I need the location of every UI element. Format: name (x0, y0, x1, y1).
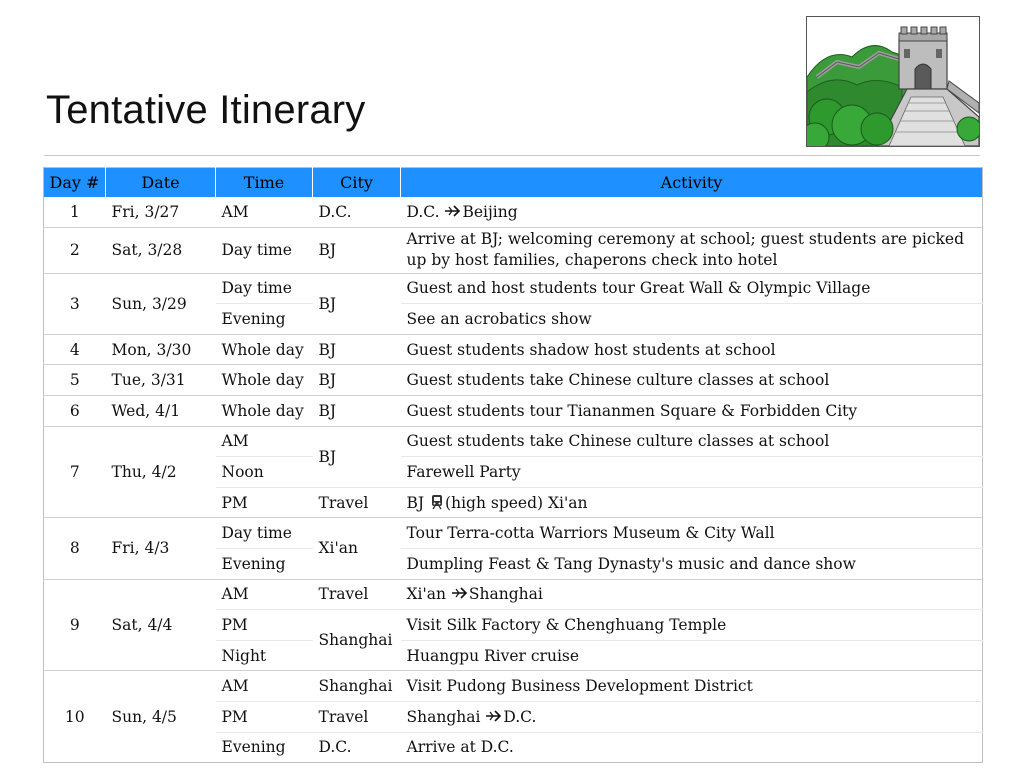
plane-icon (444, 204, 462, 218)
city-cell: BJ (313, 334, 401, 365)
activity-cell: See an acrobatics show (401, 304, 983, 335)
time-cell: Day time (216, 273, 313, 304)
city-cell: D.C. (313, 197, 401, 227)
activity-from: Xi'an (406, 585, 446, 604)
city-cell: BJ (313, 227, 401, 273)
time-cell: Evening (216, 304, 313, 335)
city-cell: Travel (313, 701, 401, 732)
day-number: 4 (44, 334, 106, 365)
activity-cell: Arrive at D.C. (401, 732, 983, 763)
activity-from: BJ (406, 494, 425, 513)
activity-cell: Huangpu River cruise (401, 640, 983, 671)
activity-cell: Guest students take Chinese culture classes at school (401, 365, 983, 396)
time-cell: Day time (216, 227, 313, 273)
activity-cell: Guest and host students tour Great Wall & Olympic Village (401, 273, 983, 304)
date-cell: Fri, 4/3 (106, 518, 216, 579)
table-row (44, 579, 983, 610)
activity-cell: Visit Pudong Business Development District (401, 671, 983, 702)
day-number: 1 (44, 197, 106, 227)
time-cell: PM (216, 701, 313, 732)
great-wall-illustration (806, 16, 980, 147)
date-cell: Sun, 4/5 (106, 671, 216, 763)
title-divider (44, 155, 980, 156)
day-number: 6 (44, 395, 106, 426)
table-row (44, 395, 983, 426)
table-row (44, 197, 983, 227)
city-cell: BJ (313, 426, 401, 487)
table-row (44, 671, 983, 702)
time-cell: Evening (216, 548, 313, 579)
day-number: 7 (44, 426, 106, 518)
activity-to: Beijing (462, 202, 518, 221)
time-cell: Whole day (216, 365, 313, 396)
city-cell: Shanghai (313, 671, 401, 702)
date-cell: Sun, 3/29 (106, 273, 216, 334)
day-number: 10 (44, 671, 106, 763)
activity-cell: Dumpling Feast & Tang Dynasty's music and dance show (401, 548, 983, 579)
date-cell: Fri, 3/27 (106, 197, 216, 227)
activity-cell: Guest students take Chinese culture classes at school (401, 426, 983, 457)
time-cell: Noon (216, 457, 313, 488)
time-cell: AM (216, 426, 313, 457)
date-cell: Wed, 4/1 (106, 395, 216, 426)
time-cell: Whole day (216, 334, 313, 365)
activity-cell (401, 197, 983, 227)
table-row (44, 518, 983, 549)
table-row (44, 334, 983, 365)
plane-icon (451, 586, 469, 600)
table-row (44, 273, 983, 304)
date-cell: Thu, 4/2 (106, 426, 216, 518)
day-number: 8 (44, 518, 106, 579)
header-activity: Activity (401, 168, 983, 198)
time-cell: Evening (216, 732, 313, 763)
plane-icon (485, 709, 503, 723)
table-row (44, 365, 983, 396)
activity-cell: Tour Terra-cotta Warriors Museum & City Wall (401, 518, 983, 549)
itinerary-table (43, 167, 983, 763)
header-date: Date (106, 168, 216, 198)
day-number: 5 (44, 365, 106, 396)
header-city: City (313, 168, 401, 198)
date-cell: Mon, 3/30 (106, 334, 216, 365)
activity-cell: Visit Silk Factory & Chenghuang Temple (401, 610, 983, 641)
city-cell: Travel (313, 487, 401, 518)
city-cell: Xi'an (313, 518, 401, 579)
date-cell: Sat, 3/28 (106, 227, 216, 273)
table-row (44, 227, 983, 273)
table-header-row (44, 168, 983, 198)
activity-cell: Arrive at BJ; welcoming ceremony at school; guest students are picked up by host families, chaperons check into hotel (401, 227, 983, 273)
activity-cell (401, 579, 983, 610)
date-cell: Sat, 4/4 (106, 579, 216, 671)
activity-to: D.C. (503, 707, 537, 726)
day-number: 3 (44, 273, 106, 334)
activity-cell (401, 487, 983, 518)
activity-mid: (high speed) (445, 494, 544, 513)
activity-cell: Farewell Party (401, 457, 983, 488)
time-cell: Day time (216, 518, 313, 549)
activity-cell: Guest students shadow host students at school (401, 334, 983, 365)
activity-cell (401, 701, 983, 732)
page-title: Tentative Itinerary (46, 88, 366, 132)
day-number: 9 (44, 579, 106, 671)
table-row (44, 426, 983, 457)
activity-cell: Guest students tour Tiananmen Square & Forbidden City (401, 395, 983, 426)
train-icon (429, 494, 445, 510)
day-number: 2 (44, 227, 106, 273)
city-cell: D.C. (313, 732, 401, 763)
activity-to: Shanghai (468, 585, 543, 604)
city-cell: BJ (313, 365, 401, 396)
city-cell: Travel (313, 579, 401, 610)
time-cell: PM (216, 610, 313, 641)
header-time: Time (216, 168, 313, 198)
time-cell: PM (216, 487, 313, 518)
header-day: Day # (44, 168, 106, 198)
time-cell: Night (216, 640, 313, 671)
date-cell: Tue, 3/31 (106, 365, 216, 396)
time-cell: AM (216, 197, 313, 227)
time-cell: AM (216, 579, 313, 610)
time-cell: AM (216, 671, 313, 702)
time-cell: Whole day (216, 395, 313, 426)
city-cell: BJ (313, 273, 401, 334)
activity-from: Shanghai (406, 707, 481, 726)
activity-to: Xi'an (548, 494, 588, 513)
activity-from: D.C. (406, 202, 440, 221)
city-cell: Shanghai (313, 610, 401, 671)
city-cell: BJ (313, 395, 401, 426)
